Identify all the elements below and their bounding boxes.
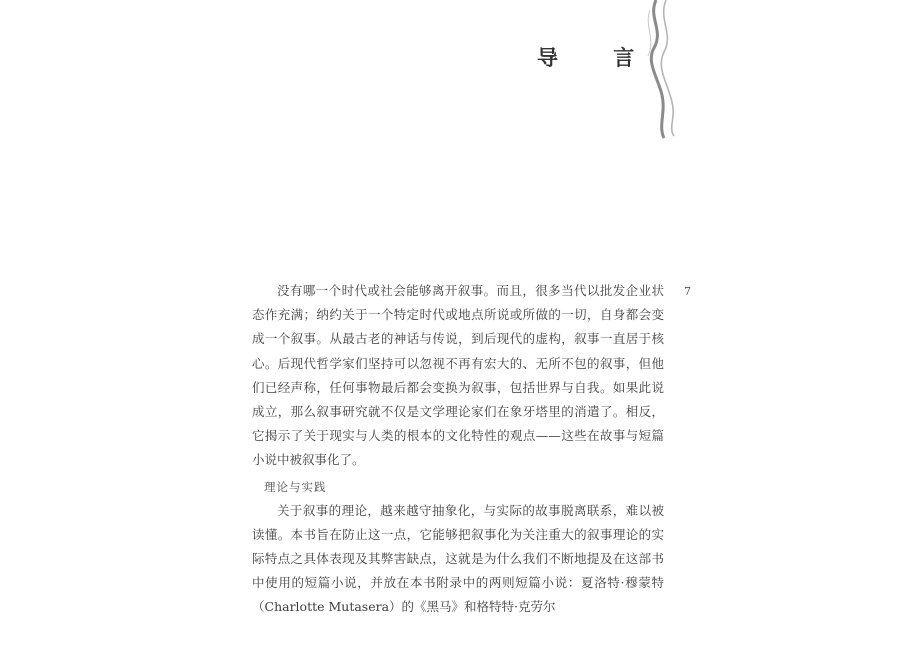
paragraph-theory: 关于叙事的理论，越来越守抽象化，与实际的故事脱离联系，难以被读懂。本书旨在防止这一点，它能够把叙事化为关注重大的叙事理论的实际特点之具体表现及其弊害缺点，这就是为什么我们不断地提及在这部书中使用的短篇小说，并放在本书附录中的两则短篇小说：夏洛特·穆蒙特（Charlotte Mutasera）的《黑马》和格特特·克劳尔 [252, 502, 664, 615]
section-heading: 理论与实践 [264, 479, 327, 494]
chapter-title: 导 言 [537, 45, 659, 70]
margin-page-mark: 7 [684, 285, 691, 298]
paragraph-intro: 没有哪一个时代或社会能够离开叙事。而且，很多当代以批发企业状态作充满；纳约关于一个特定时代或地点所说或所做的一切，自身都会变成一个叙事。从最古老的神话与传说，到后现代的虚构，叙事一直居于核心。后现代哲学家们坚持可以忽视不再有宏大的、无所不包的叙事，但他们已经声称，任何事物最后都会变换为叙事，包括世界与自我。如果此说成立，那么叙事研究就不仅是文学理论家们在象牙塔里的消遣了。相反，它揭示了关于现实与人类的根本的文化特性的观点——这些在故事与短篇小说中被叙事化了。 [252, 283, 664, 468]
body-text [252, 279, 664, 620]
